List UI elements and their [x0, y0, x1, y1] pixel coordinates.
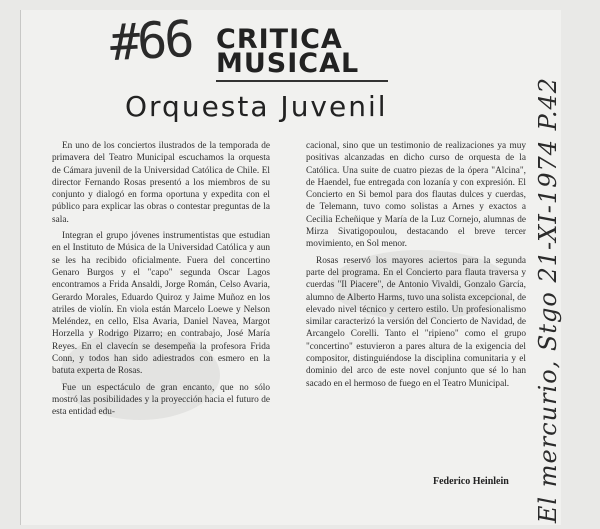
author-byline: Federico Heinlein [433, 476, 509, 487]
section-title-line-2: MUSICAL [216, 48, 360, 79]
title-rule [216, 80, 388, 82]
section-title [216, 24, 360, 79]
article-headline: Orquesta Juvenil [125, 90, 388, 123]
paragraph: En uno de los conciertos ilustrados de la temporada de primavera del Teatro Municipal escuchamos la orquesta de Cámara juvenil de la Universidad Católica de Chile. El director Fernando Rosas presentó a los miembros de su conjunto y dialogó en forma oportuna y expedita con el público para explicar las obras o contestar preguntas de la sala. [52, 141, 270, 225]
paragraph: cacional, sino que un testimonio de realizaciones ya muy positivas alcanzadas en dicho curso de orquesta de la Católica. Una suite de cuatro piezas de la ópera "Alcina", de Haendel, fue entregada con lozanía y con expresión. El Concierto en Si bemol para dos flautas dulces y cuerdas, de Telemann, tuvo como solistas a Arnes y exactos a Cecilia Echeñique y María de la Luz Cornejo, alumnas de Mirza Sivatigopoulou, destacando el breve tercer movimiento, en Sol menor. [306, 141, 526, 250]
paragraph: Fue un espectáculo de gran encanto, que no sólo mostró las posibilidades y la proyección hacia el futuro de esta entidad edu- [52, 382, 270, 418]
section-title-line-1: CRITICA [216, 24, 343, 55]
paragraph: Rosas reservó los mayores aciertos para la segunda parte del programa. En el Concierto para flauta traversa y cuerdas "Il Piacere", de Antonio Vivaldi, Gonzalo García, alumno de Alberto Harms, tuvo una solista excepcional, de elevado nivel técnico y certero estilo. Un profesionalismo similar caracterizó la versión del Concierto de Navidad, de Arcangelo Corelli. Tanto el "ripieno" como el grupo "concertino" estuvieron a pares altura de la exigencia del compositor, distinguiéndose la disciplina comunitaria y el dominio del arco de este novel conjunto que sé lo han sacado en el hermoso de fuego en el Teatro Municipal. [306, 255, 526, 389]
handwritten-source-note: El mercurio, Stgo 21-XI-1974 P.42 [534, 76, 562, 524]
article-column-right [306, 140, 526, 394]
handwritten-catalog-number: #66 [108, 9, 193, 73]
article-column-left [52, 140, 270, 423]
paragraph: Integran el grupo jóvenes instrumentistas que estudian en el Instituto de Música de la Universidad Católica y aun se les ha recibido oficialmente. Fuera del concertino Genaro Burgos y el "capo" segunda Oscar Lagos encontramos a Frida Ansaldi, Jorge Román, Celso Avaria, Gerardo Morales, Eduardo Quiroz y Jaime Muñoz en los atriles de violín. En viola están Marcelo Loewe y Nelson Meléndez, en cello, Elsa Avaria, Daniel Navea, Margot Horzella y Rodrigo Pizarro; en contrabajo, José María Reyes. En el clavecín se desempeña la profesora Frida Conn, y todos han sido adiestrados con esmero en la batuta experta de Rosas. [52, 231, 270, 377]
